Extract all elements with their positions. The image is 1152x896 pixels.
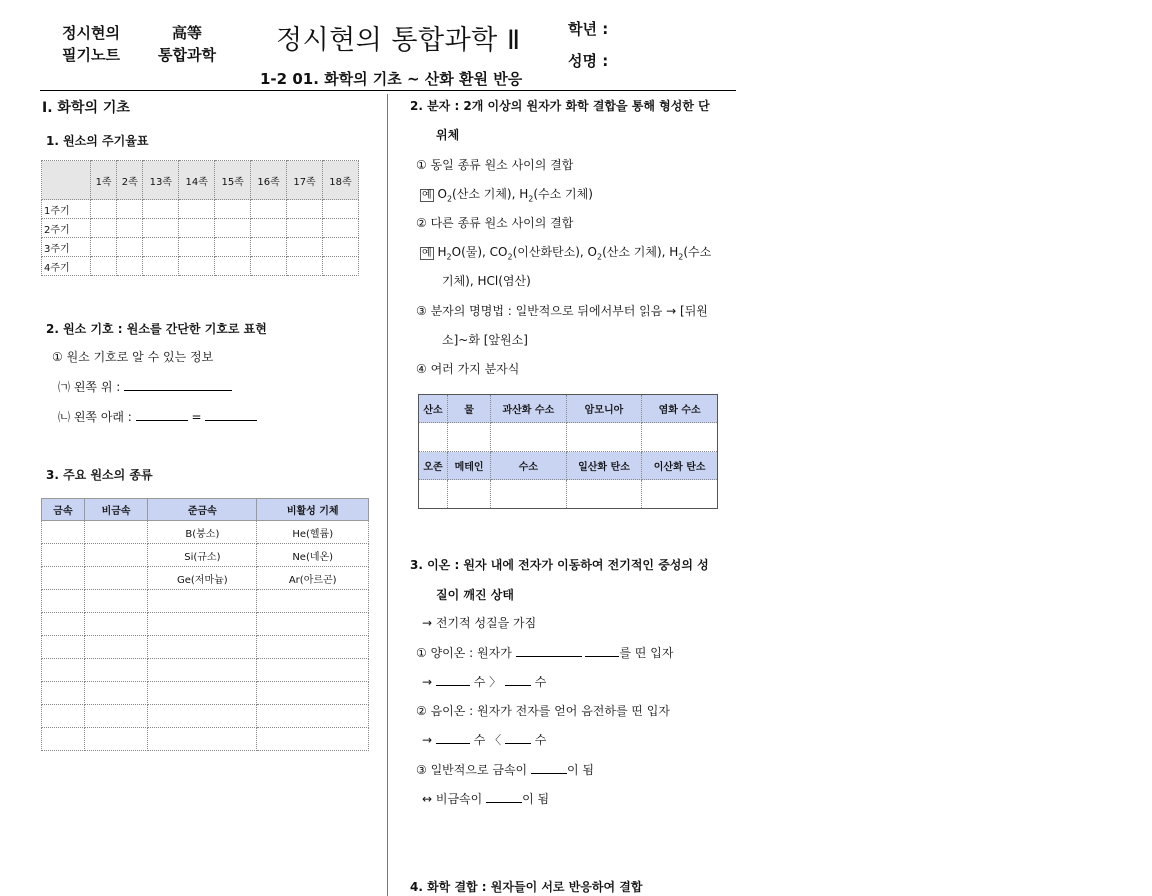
molecule-header: 수소 bbox=[491, 452, 567, 480]
formula-part: (산소 기체), H bbox=[452, 187, 529, 201]
periodic-corner-cell bbox=[42, 161, 91, 200]
molecule-header: 물 bbox=[448, 395, 491, 423]
noble-gas-cell: Ar(아르곤) bbox=[257, 567, 369, 590]
noble-gas-cell: He(헬륨) bbox=[257, 521, 369, 544]
element-table bbox=[41, 498, 369, 751]
nonmetal-suffix: 이 됨 bbox=[522, 792, 550, 806]
author-line1: 정시현의 bbox=[62, 24, 120, 42]
cation-line bbox=[416, 644, 673, 661]
r-s2-title-a: 2. 분자 : 2개 이상의 원자가 화학 결합을 통해 형성한 단 bbox=[410, 99, 710, 113]
author-label bbox=[62, 22, 120, 66]
subscript: 2 bbox=[596, 252, 603, 262]
formula-part: (수소 기체) bbox=[533, 187, 593, 201]
level-label bbox=[158, 22, 216, 66]
element-header: 준금속 bbox=[148, 499, 257, 521]
ion-general-metal bbox=[416, 761, 594, 778]
metal-suffix: 이 됨 bbox=[566, 763, 594, 777]
metalloid-cell: B(붕소) bbox=[148, 521, 257, 544]
molecule-header: 일산화 탄소 bbox=[566, 452, 642, 480]
molecule-header: 염화 수소 bbox=[642, 395, 718, 423]
anion-comparison bbox=[422, 731, 546, 748]
element-row bbox=[42, 728, 369, 751]
page-title: 정시현의 통합과학 Ⅱ bbox=[276, 25, 521, 56]
period-row bbox=[42, 238, 359, 257]
comparison-text: 수 bbox=[534, 733, 547, 747]
element-row bbox=[42, 521, 369, 544]
section-title: Ⅰ. 화학의 기초 bbox=[42, 100, 130, 116]
s1-title: 1. 원소의 주기율표 bbox=[46, 134, 149, 148]
r-s4-title: 4. 화학 결합 : 원자들이 서로 반응하여 결합 bbox=[410, 880, 643, 894]
column-divider bbox=[387, 94, 388, 896]
comparison-text: 수 bbox=[534, 675, 547, 689]
example-mark: 예 bbox=[422, 190, 432, 201]
element-row bbox=[42, 613, 369, 636]
period-label: 1주기 bbox=[42, 200, 91, 219]
name-label: 성명 : bbox=[568, 52, 609, 70]
cation-label: ① 양이온 : 원자가 bbox=[416, 646, 512, 660]
noble-gas-cell: Ne(네온) bbox=[257, 544, 369, 567]
comparison-text: 수 〉 bbox=[473, 675, 502, 689]
s2-title: 2. 원소 기호 : 원소를 간단한 기호로 표현 bbox=[46, 322, 267, 336]
period-row bbox=[42, 219, 359, 238]
metalloid-cell: Ge(저마늄) bbox=[148, 567, 257, 590]
ion-note: → 전기적 성질을 가짐 bbox=[422, 616, 537, 630]
anion-line: ② 음이온 : 원자가 전자를 얻어 음전하를 띤 입자 bbox=[416, 704, 670, 718]
s2-upper-left bbox=[58, 378, 232, 395]
formula-part: O(물), CO bbox=[451, 245, 508, 259]
r-item2-example-line2: 기체), HCl(염산) bbox=[442, 274, 531, 288]
element-row bbox=[42, 590, 369, 613]
element-header: 비활성 기체 bbox=[257, 499, 369, 521]
subscript: 2 bbox=[507, 252, 513, 262]
period-label: 2주기 bbox=[42, 219, 91, 238]
molecule-header: 산소 bbox=[419, 395, 448, 423]
nonmetal-text: ↔ 비금속이 bbox=[422, 792, 483, 806]
r-item2-example bbox=[420, 243, 711, 261]
metal-text: ③ 일반적으로 금속이 bbox=[416, 763, 528, 777]
s2-item1: ① 원소 기호로 알 수 있는 정보 bbox=[52, 350, 214, 364]
ion-general-nonmetal bbox=[422, 790, 549, 807]
comparison-text: 수 〈 bbox=[473, 733, 502, 747]
arrow-icon: → bbox=[422, 733, 433, 747]
author-line2: 필기노트 bbox=[62, 46, 120, 64]
element-row bbox=[42, 636, 369, 659]
formula-part: O bbox=[437, 187, 447, 201]
blank-line bbox=[585, 646, 619, 657]
element-row bbox=[42, 659, 369, 682]
blank-line bbox=[505, 733, 531, 744]
element-header: 금속 bbox=[42, 499, 85, 521]
formula-part: (산소 기체), H bbox=[602, 245, 679, 259]
grade-label: 학년 : bbox=[568, 20, 609, 38]
page-subtitle: 1-2 01. 화학의 기초 ~ 산화 환원 반응 bbox=[260, 70, 523, 88]
cation-suffix: 를 띤 입자 bbox=[619, 646, 674, 660]
element-row bbox=[42, 544, 369, 567]
blank-line bbox=[136, 410, 188, 421]
formula-part: H bbox=[437, 245, 447, 259]
r-s3-title-b: 질이 깨진 상태 bbox=[436, 588, 514, 602]
molecule-blank-row bbox=[419, 480, 718, 509]
subscript: 2 bbox=[528, 194, 534, 204]
formula-part: (수소 bbox=[683, 245, 712, 259]
element-row bbox=[42, 705, 369, 728]
arrow-icon: → bbox=[422, 675, 433, 689]
equals-sign: = bbox=[191, 410, 202, 424]
molecule-blank-row bbox=[419, 423, 718, 452]
element-header: 비금속 bbox=[84, 499, 147, 521]
group-header: 15족 bbox=[215, 161, 251, 200]
level-line2: 통합과학 bbox=[158, 46, 216, 64]
example-mark: 예 bbox=[422, 248, 432, 259]
r-item2: ② 다른 종류 원소 사이의 결합 bbox=[416, 216, 574, 230]
r-s3-title-a: 3. 이온 : 원자 내에 전자가 이동하여 전기적인 중성의 성 bbox=[410, 558, 709, 572]
molecule-header: 이산화 탄소 bbox=[642, 452, 718, 480]
element-row bbox=[42, 682, 369, 705]
blank-line bbox=[505, 675, 531, 686]
r-item3-a: ③ 분자의 명명법 : 일반적으로 뒤에서부터 읽음 → [뒤원 bbox=[416, 304, 708, 318]
s2-lower-left-label: ㈁ 왼쪽 아래 : bbox=[58, 410, 132, 424]
r-item3-b: 소]~화 [앞원소] bbox=[442, 333, 528, 347]
blank-line bbox=[205, 410, 257, 421]
period-row bbox=[42, 200, 359, 219]
molecule-header: 암모니아 bbox=[566, 395, 642, 423]
period-label: 3주기 bbox=[42, 238, 91, 257]
s3-title: 3. 주요 원소의 종류 bbox=[46, 468, 153, 482]
group-header: 1족 bbox=[91, 161, 117, 200]
r-s2-title-b: 위체 bbox=[436, 128, 460, 142]
r-item4: ④ 여러 가지 분자식 bbox=[416, 362, 520, 376]
subscript: 2 bbox=[446, 194, 453, 204]
level-line1: 高等 bbox=[171, 24, 202, 42]
period-row bbox=[42, 257, 359, 276]
molecule-header: 과산화 수소 bbox=[491, 395, 567, 423]
blank-line bbox=[436, 675, 470, 686]
element-row bbox=[42, 567, 369, 590]
header-rule bbox=[40, 90, 736, 91]
blank-line bbox=[516, 646, 582, 657]
molecule-header: 오존 bbox=[419, 452, 448, 480]
r-item1-example bbox=[420, 185, 593, 203]
s2-upper-left-label: ㈀ 왼쪽 위 : bbox=[58, 380, 121, 394]
group-header: 17족 bbox=[287, 161, 323, 200]
formula-part: (이산화탄소), O bbox=[512, 245, 597, 259]
group-header: 14족 bbox=[179, 161, 215, 200]
blank-line bbox=[531, 763, 567, 774]
subscript: 2 bbox=[678, 252, 684, 262]
group-header: 2족 bbox=[117, 161, 143, 200]
periodic-table bbox=[41, 160, 359, 276]
group-header: 16족 bbox=[251, 161, 287, 200]
metalloid-cell: Si(규소) bbox=[148, 544, 257, 567]
period-label: 4주기 bbox=[42, 257, 91, 276]
cation-comparison bbox=[422, 673, 546, 690]
group-header: 18족 bbox=[323, 161, 359, 200]
blank-line bbox=[124, 380, 232, 391]
s2-lower-left bbox=[58, 408, 257, 425]
molecule-header: 메테인 bbox=[448, 452, 491, 480]
blank-line bbox=[436, 733, 470, 744]
subscript: 2 bbox=[446, 252, 452, 262]
molecule-table bbox=[418, 394, 718, 509]
r-item1: ① 동일 종류 원소 사이의 결합 bbox=[416, 158, 574, 172]
blank-line bbox=[486, 792, 522, 803]
group-header: 13족 bbox=[143, 161, 179, 200]
